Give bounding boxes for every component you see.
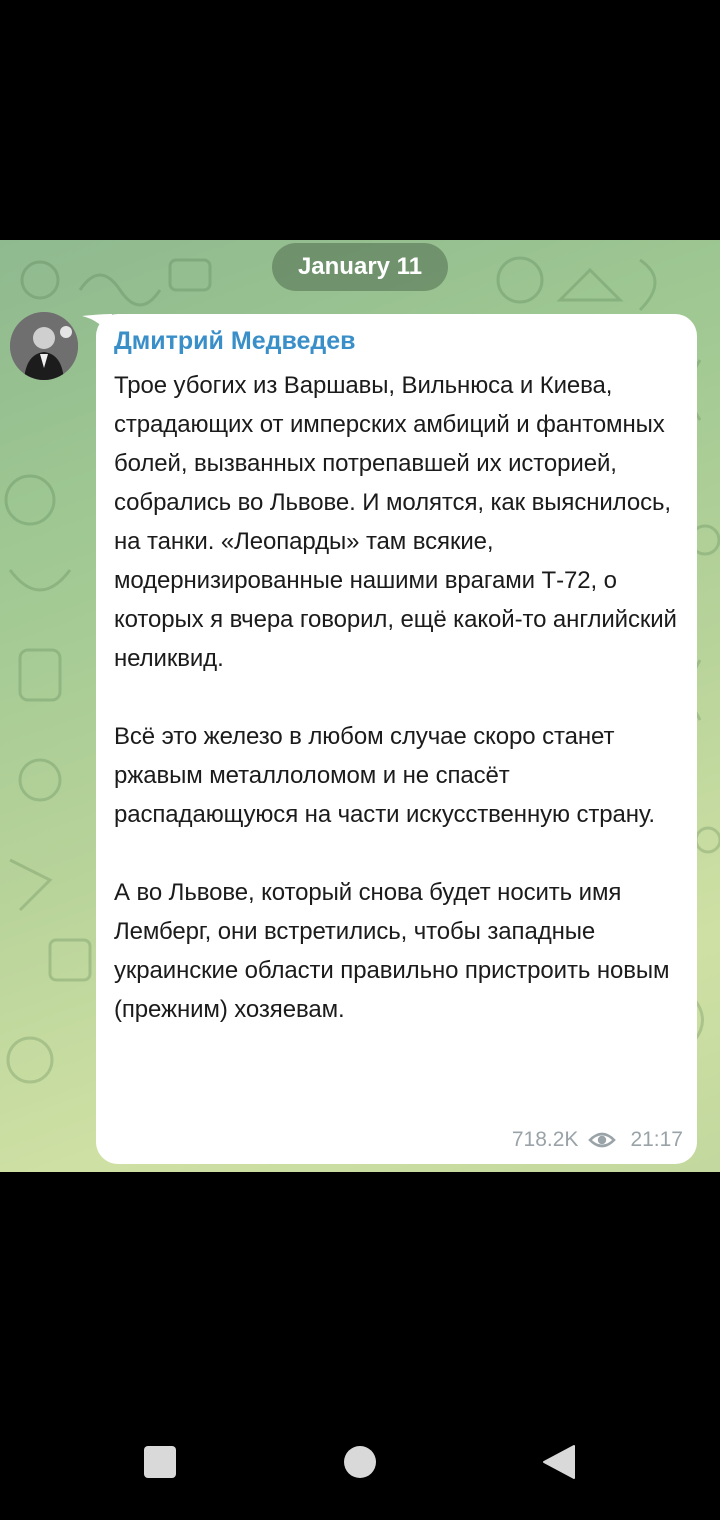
view-count: 718.2K	[511, 1128, 579, 1151]
message-paragraph: А во Львове, который снова будет носить имя Лемберг, они встретились, чтобы западные украинские области правильно пристроить новым (прежним) хозяевам.	[114, 879, 670, 1023]
avatar-portrait-icon	[10, 312, 78, 380]
message-paragraph: Трое убогих из Варшавы, Вильнюса и Киева, страдающих от имперских амбиций и фантомных болей, вызванных потрепавшей их историей, собрались во Львове. И молятся, как выяснилось, на танки. «Леопарды» там всякие, модернизированные нашими врагами Т-72, о которых я вчера говорил, ещё какой-то английский неликвид.	[114, 372, 677, 672]
eye-icon	[588, 1130, 616, 1150]
sender-name[interactable]: Дмитрий Медведев	[114, 327, 356, 355]
system-navigation-bar	[0, 1412, 720, 1520]
message-text	[114, 366, 677, 1029]
date-separator: January 11	[272, 243, 448, 291]
sender-avatar[interactable]	[10, 312, 78, 380]
triangle-back-icon	[540, 1444, 576, 1480]
recents-button[interactable]	[140, 1442, 180, 1482]
message-paragraph: Всё это железо в любом случае скоро станет ржавым металлоломом и не спасёт распадающуюся на части искусственную страну.	[114, 723, 655, 828]
message-meta	[512, 1124, 683, 1156]
chat-area[interactable]	[0, 240, 720, 1172]
square-icon	[142, 1444, 178, 1480]
circle-icon	[342, 1444, 378, 1480]
back-button[interactable]	[538, 1442, 578, 1482]
home-button[interactable]	[340, 1442, 380, 1482]
message-time: 21:17	[630, 1128, 683, 1151]
message-bubble[interactable]	[96, 314, 697, 1164]
